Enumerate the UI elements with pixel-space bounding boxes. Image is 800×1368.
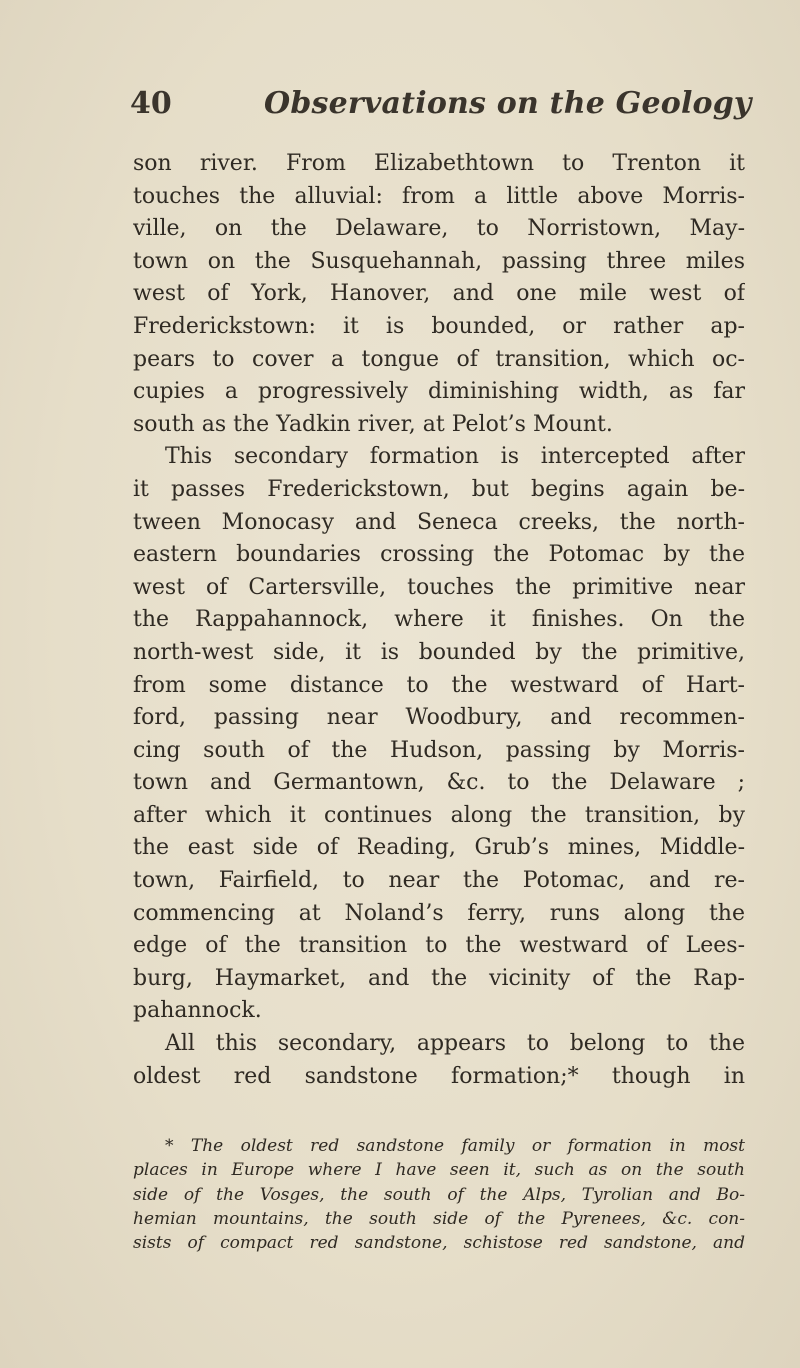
text-line: burg, Haymarket, and the vicinity of the Rap- (133, 965, 745, 991)
text-line: west of Cartersville, touches the primitive near (133, 574, 745, 600)
text-line: cupies a progressively diminishing width, as far (133, 379, 745, 405)
text-line: cing south of the Hudson, passing by Morris- (133, 737, 745, 763)
footnote-line: places in Europe where I have seen it, such as on the south (133, 1160, 745, 1181)
text-line: the east side of Reading, Grub’s mines, Middle- (133, 835, 745, 861)
text-line: tween Monocasy and Seneca creeks, the north- (133, 509, 745, 535)
footnote (133, 1134, 745, 1255)
text-line: eastern boundaries crossing the Potomac by the (133, 542, 745, 568)
text-line: Frederickstown: it is bounded, or rather ap- (133, 313, 745, 339)
text-line: the Rappahannock, where it finishes. On the (133, 607, 745, 633)
text-line: south as the Yadkin river, at Pelot’s Mount. (133, 411, 613, 437)
text-line: pahannock. (133, 998, 262, 1024)
text-line: This secondary formation is intercepted after (165, 444, 745, 470)
body-text (133, 148, 745, 1093)
text-line: town and Germantown, &c. to the Delaware ; (133, 770, 745, 796)
text-line: All this secondary, appears to belong to the (165, 1031, 745, 1057)
text-line: pears to cover a tongue of transition, which oc- (133, 346, 745, 372)
text-line: after which it continues along the transition, by (133, 802, 745, 828)
text-line: west of York, Hanover, and one mile west of (133, 281, 745, 307)
text-line: edge of the transition to the westward of Lees- (133, 933, 745, 959)
text-line: touches the alluvial: from a little above Morris- (133, 183, 745, 209)
footnote-line: hemian mountains, the south side of the Pyrenees, &c. con- (133, 1208, 745, 1229)
text-line: town, Fairfield, to near the Potomac, and re- (133, 868, 745, 894)
text-line: son river. From Elizabethtown to Trenton it (133, 151, 745, 176)
text-line: commencing at Noland’s ferry, runs along the (133, 900, 745, 926)
text-line: it passes Frederickstown, but begins again be- (133, 476, 745, 502)
running-title: Observations on the Geology (264, 86, 752, 121)
page-number: 40 (130, 86, 172, 121)
text-line: oldest red sandstone formation;* though in (133, 1063, 745, 1089)
footnote-line: side of the Vosges, the south of the Alps, Tyrolian and Bo- (133, 1184, 745, 1205)
text-line: town on the Susquehannah, passing three miles (133, 248, 745, 274)
footnote-line: sists of compact red sandstone, schistose red sandstone, and (133, 1233, 745, 1254)
text-line: from some distance to the westward of Hart- (133, 672, 745, 698)
text-line: ford, passing near Woodbury, and recommen- (133, 705, 745, 731)
text-line: ville, on the Delaware, to Norristown, May- (133, 216, 745, 242)
page-header (130, 86, 752, 136)
footnote-line: * The oldest red sandstone family or formation in most (165, 1136, 745, 1156)
text-line: north-west side, it is bounded by the primitive, (133, 639, 745, 665)
